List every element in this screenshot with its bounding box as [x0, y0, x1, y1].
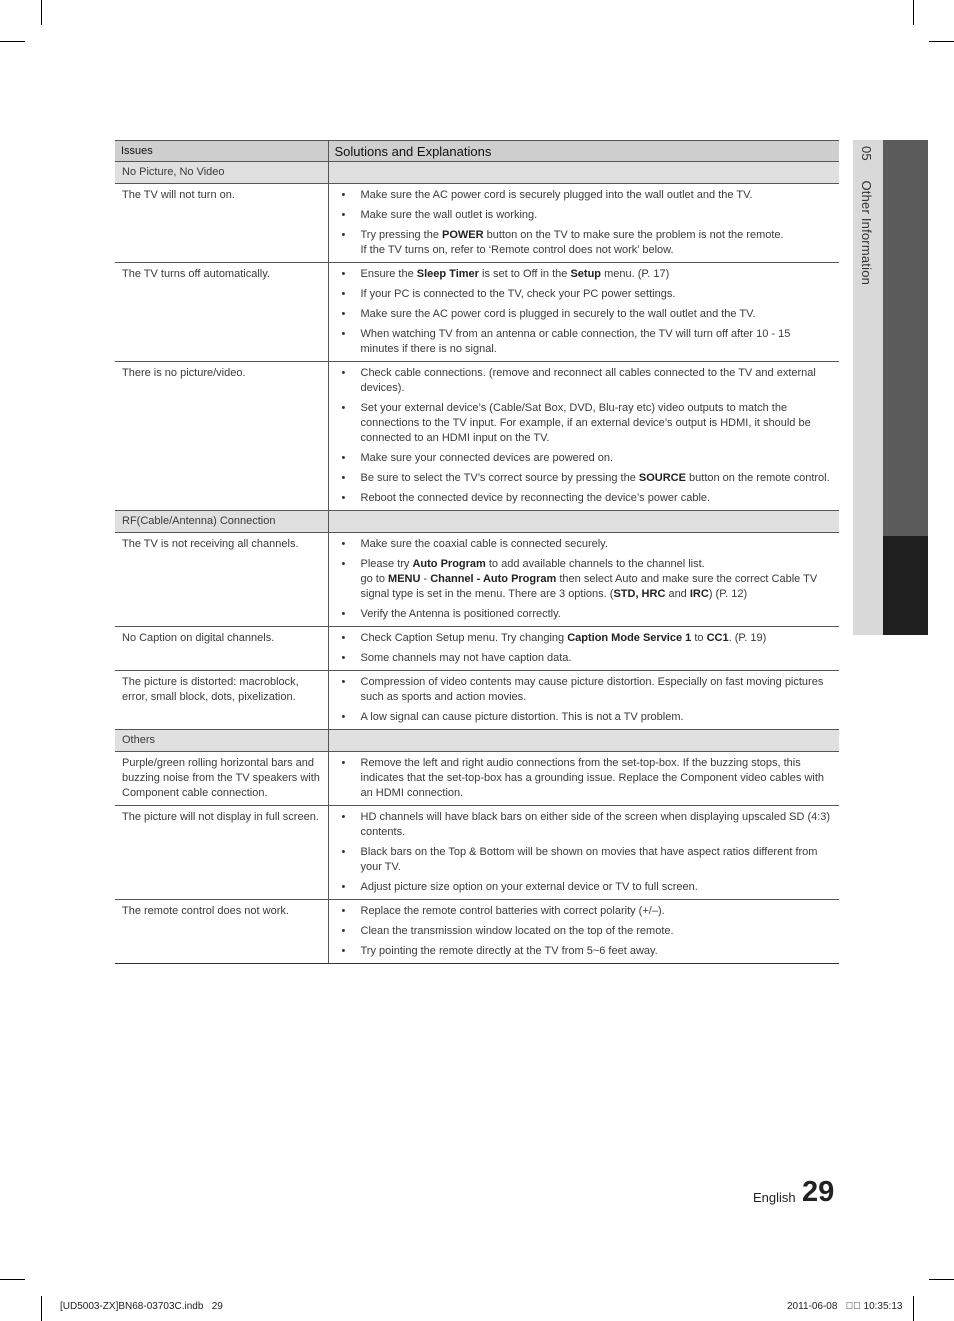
- crop-mark: [929, 41, 954, 42]
- header-solutions: Solutions and Explanations: [328, 141, 839, 162]
- side-tab-label: [859, 146, 874, 285]
- issue-cell: Purple/green rolling horizontal bars and buzzing noise from the TV speakers with Component cable connection.: [115, 752, 328, 806]
- crop-mark: [913, 1296, 914, 1321]
- list-item: • Be sure to select the TV’s correct source by pressing the SOURCE button on the remote control.: [337, 471, 832, 486]
- print-file-info: [UD5003-ZX]BN68-03703C.indb 29: [60, 1301, 223, 1312]
- section-row: [115, 162, 839, 184]
- issue-cell: The picture is distorted: macroblock, error, small block, dots, pixelization.: [115, 671, 328, 730]
- crop-mark: [41, 0, 42, 25]
- list-item: • Replace the remote control batteries with correct polarity (+/–).: [337, 904, 832, 919]
- header-issues: Issues: [115, 141, 328, 162]
- print-timestamp: 2011-06-08 ￿￿ 10:35:13: [787, 1301, 903, 1312]
- issue-cell: The picture will not display in full screen.: [115, 806, 328, 900]
- list-item: • When watching TV from an antenna or cable connection, the TV will turn off after 10 - 15 minutes if there is no signal.: [337, 327, 832, 357]
- list-item: • Black bars on the Top & Bottom will be shown on movies that have aspect ratios different from your TV.: [337, 845, 832, 875]
- list-item: • Compression of video contents may cause picture distortion. Especially on fast moving pictures such as sports and action movies.: [337, 675, 832, 705]
- troubleshooting-table: [115, 140, 839, 964]
- list-item: • Adjust picture size option on your external device or TV to full screen.: [337, 880, 832, 895]
- crop-mark: [929, 1279, 954, 1280]
- list-item: • Make sure your connected devices are powered on.: [337, 451, 832, 466]
- issue-cell: The TV is not receiving all channels.: [115, 533, 328, 627]
- issue-cell: The remote control does not work.: [115, 900, 328, 964]
- table-row: [115, 184, 839, 263]
- solution-cell: [328, 263, 839, 362]
- list-item: • Try pointing the remote directly at the TV from 5~6 feet away.: [337, 944, 832, 959]
- section-row: [115, 511, 839, 533]
- section-title: RF(Cable/Antenna) Connection: [115, 511, 328, 533]
- table-row: [115, 752, 839, 806]
- list-item: • Verify the Antenna is positioned correctly.: [337, 607, 832, 622]
- crop-mark: [41, 1296, 42, 1321]
- chapter-number: 05: [859, 146, 874, 161]
- list-item: • Remove the left and right audio connections from the set-top-box. If the buzzing stops, this indicates that the set-top-box has a grounding issue. Replace the Component video cables with an HDMI connection.: [337, 756, 832, 801]
- footer-language: English: [753, 1190, 796, 1205]
- list-item: • Make sure the wall outlet is working.: [337, 208, 832, 223]
- list-item: • Ensure the Sleep Timer is set to Off in the Setup menu. (P. 17): [337, 267, 832, 282]
- solution-cell: [328, 671, 839, 730]
- crop-mark: [913, 0, 914, 25]
- solution-cell: [328, 184, 839, 263]
- table-row: [115, 627, 839, 671]
- list-item: • A low signal can cause picture distortion. This is not a TV problem.: [337, 710, 832, 725]
- solution-cell: [328, 362, 839, 511]
- table-row: [115, 671, 839, 730]
- list-item: • Make sure the AC power cord is securely plugged into the wall outlet and the TV.: [337, 188, 832, 203]
- list-item: • Check Caption Setup menu. Try changing Caption Mode Service 1 to CC1. (P. 19): [337, 631, 832, 646]
- solution-cell: [328, 752, 839, 806]
- issue-cell: The TV turns off automatically.: [115, 263, 328, 362]
- issue-cell: No Caption on digital channels.: [115, 627, 328, 671]
- list-item: • Please try Auto Program to add available channels to the channel list. go to MENU - Channel - Auto Program then select Auto and make sure the correct Cable TV signal type is set in the menu. There are 3 options. (STD, HRC and IRC) (P. 12): [337, 557, 832, 602]
- issue-cell: The TV will not turn on.: [115, 184, 328, 263]
- solution-cell: [328, 627, 839, 671]
- table-row: [115, 263, 839, 362]
- table-row: [115, 806, 839, 900]
- solution-cell: [328, 806, 839, 900]
- list-item: • Clean the transmission window located on the top of the remote.: [337, 924, 832, 939]
- list-item: • If your PC is connected to the TV, check your PC power settings.: [337, 287, 832, 302]
- issue-cell: There is no picture/video.: [115, 362, 328, 511]
- list-item: • Reboot the connected device by reconnecting the device’s power cable.: [337, 491, 832, 506]
- table-row: [115, 533, 839, 627]
- solution-cell: [328, 533, 839, 627]
- list-item: • Try pressing the POWER button on the TV to make sure the problem is not the remote. If the TV turns on, refer to ‘Remote control does not work’ below.: [337, 228, 832, 258]
- solution-cell: [328, 900, 839, 964]
- chapter-title: Other Information: [859, 180, 874, 286]
- list-item: • Check cable connections. (remove and reconnect all cables connected to the TV and external devices).: [337, 366, 832, 396]
- table-header: [115, 141, 839, 162]
- table-row: [115, 900, 839, 964]
- side-tab-dark-block: [883, 140, 928, 536]
- page-number: 29: [802, 1176, 835, 1208]
- list-item: • Make sure the AC power cord is plugged in securely to the wall outlet and the TV.: [337, 307, 832, 322]
- list-item: • Set your external device’s (Cable/Sat Box, DVD, Blu-ray etc) video outputs to match the connections to the TV input. For example, if an external device’s output is HDMI, it should be connected to an HDMI input on the TV.: [337, 401, 832, 446]
- side-tab-black-block: [883, 536, 928, 635]
- section-row: [115, 730, 839, 752]
- crop-mark: [0, 1279, 25, 1280]
- crop-mark: [0, 41, 25, 42]
- section-title: Others: [115, 730, 328, 752]
- list-item: • HD channels will have black bars on either side of the screen when displaying upscaled SD (4:3) contents.: [337, 810, 832, 840]
- list-item: • Make sure the coaxial cable is connected securely.: [337, 537, 832, 552]
- table-row: [115, 362, 839, 511]
- list-item: • Some channels may not have caption data.: [337, 651, 832, 666]
- section-title: No Picture, No Video: [115, 162, 328, 184]
